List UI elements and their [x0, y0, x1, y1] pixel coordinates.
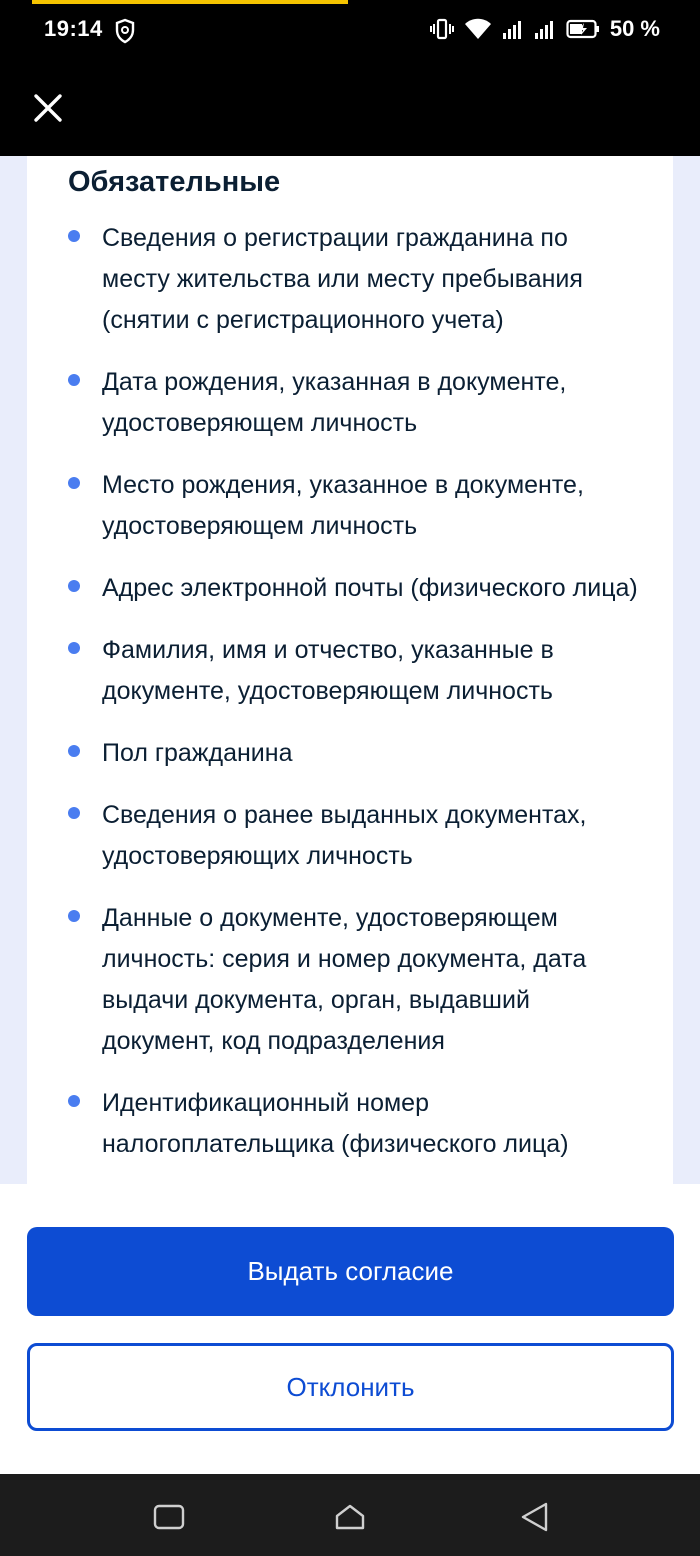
list-item-text: Дата рождения, указанная в документе, удостоверяющем личность: [102, 368, 567, 437]
list-item: [68, 630, 638, 712]
list-item-text: Сведения о регистрации гражданина по месту жительства или месту пребывания (снятии с регистрационного учета): [102, 224, 583, 334]
signal-icon: [534, 18, 556, 40]
list-item-text: Сведения о ранее выданных документах, удостоверяющих личность: [102, 801, 587, 870]
list-item: [68, 898, 638, 1062]
list-item: [68, 1083, 638, 1165]
home-icon[interactable]: [333, 1500, 367, 1534]
bullet-dot: [68, 642, 80, 654]
shield-icon: [114, 18, 136, 44]
list-item-text: Данные о документе, удостоверяющем личность: серия и номер документа, дата выдачи документа, орган, выдавший документ, код подразделения: [102, 904, 587, 1055]
list-item: [68, 733, 638, 774]
bullet-dot: [68, 1095, 80, 1107]
bullet-dot: [68, 807, 80, 819]
list-item: [68, 795, 638, 877]
bullet-dot: [68, 580, 80, 592]
vibrate-icon: [430, 18, 454, 40]
bullet-dot: [68, 910, 80, 922]
list-item: [68, 568, 638, 609]
back-icon[interactable]: [518, 1500, 552, 1534]
wifi-icon: [464, 18, 492, 40]
required-data-list: [68, 218, 638, 1184]
close-icon[interactable]: [30, 90, 66, 126]
recent-apps-icon[interactable]: [152, 1500, 186, 1534]
list-item: [68, 465, 638, 547]
list-item-text: Пол гражданина: [102, 739, 293, 767]
system-nav-bar: [0, 1474, 700, 1556]
list-item-text: Идентификационный номер налогоплательщика (физического лица): [102, 1089, 569, 1158]
section-title: Обязательные: [68, 166, 281, 198]
signal-icon: [502, 18, 524, 40]
battery-charging-icon: [566, 19, 600, 39]
battery-level: 50 %: [609, 16, 660, 41]
bullet-dot: [68, 230, 80, 242]
list-item-text: Фамилия, имя и отчество, указанные в документе, удостоверяющем личность: [102, 636, 554, 705]
list-item: [68, 362, 638, 444]
list-item-text: Адрес электронной почты (физического лица): [102, 574, 638, 602]
status-accent-bar: [32, 0, 348, 4]
bullet-dot: [68, 374, 80, 386]
status-time: 19:14: [44, 16, 103, 41]
top-bar: [0, 62, 700, 156]
status-bar: [0, 0, 700, 62]
bullet-dot: [68, 745, 80, 757]
status-icons: [430, 16, 660, 42]
bullet-dot: [68, 477, 80, 489]
list-item: [68, 218, 638, 341]
list-item-text: Место рождения, указанное в документе, удостоверяющем личность: [102, 471, 584, 540]
action-panel: [0, 1184, 700, 1474]
decline-button[interactable]: Отклонить: [27, 1343, 674, 1431]
give-consent-button[interactable]: Выдать согласие: [27, 1227, 674, 1316]
consent-data-card: [27, 156, 673, 1184]
